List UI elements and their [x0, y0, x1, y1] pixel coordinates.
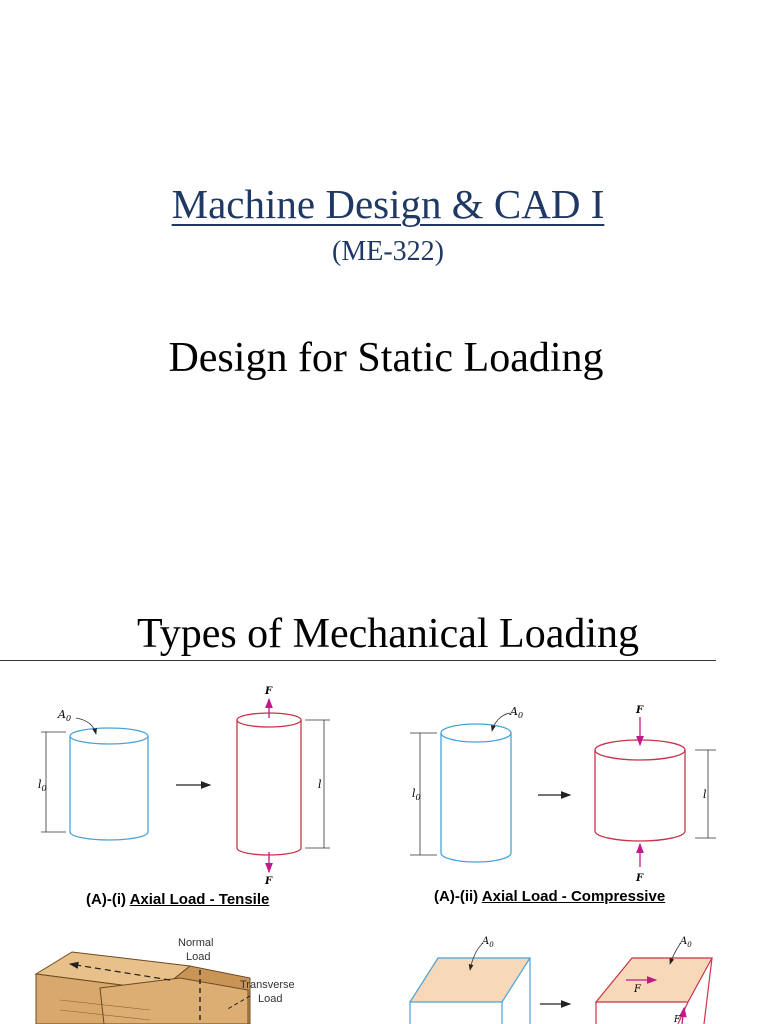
compressed-cylinder [595, 740, 685, 841]
original-cylinder [70, 728, 148, 840]
slide-subtitle: Design for Static Loading [168, 335, 604, 381]
label-F-bottom: F [636, 873, 644, 884]
beam-figure [0, 930, 330, 1024]
elongated-cylinder [237, 713, 301, 855]
title-divider [0, 660, 716, 661]
label-normal-load: Normal [178, 937, 214, 949]
sheared-block [596, 958, 712, 1024]
label-l: l [703, 788, 707, 801]
label-A0: $A_0$ [510, 705, 524, 720]
original-cylinder [441, 724, 511, 862]
label-A0-right: $A_0$ [680, 936, 692, 949]
area-leader [76, 718, 96, 734]
course-code: (ME-322) [332, 236, 444, 267]
slide2-title: Types of Mechanical Loading [136, 611, 640, 657]
label-F-2: F [674, 1015, 681, 1024]
label-F: F [634, 984, 641, 995]
caption-compressive: (A)-(ii) Axial Load - Compressive [434, 888, 666, 905]
label-normal-load-2: Load [186, 951, 211, 963]
label-l0: $l_0$ [38, 778, 47, 793]
wood-beam [36, 952, 250, 1024]
dimension-l0 [41, 732, 66, 832]
tensile-figure [0, 680, 380, 885]
label-F-top: F [265, 686, 273, 697]
caption-tensile: (A)-(i) Axial Load - Tensile [86, 891, 270, 908]
label-F-bottom: F [265, 876, 273, 885]
label-transverse-load-2: Load [258, 993, 283, 1005]
label-F-top: F [636, 705, 644, 716]
shear-figure [400, 930, 720, 1024]
shear-force-arrow-2 [682, 1008, 684, 1024]
label-l: l [318, 778, 322, 791]
label-transverse-load: Transverse [240, 979, 295, 991]
original-block [410, 958, 530, 1024]
label-A0-left: $A_0$ [482, 936, 494, 949]
course-title: Machine Design & CAD I [171, 181, 605, 227]
compressive-figure [400, 695, 720, 885]
label-l0: $l_0$ [412, 787, 421, 802]
label-A0: $A_0$ [58, 708, 72, 723]
